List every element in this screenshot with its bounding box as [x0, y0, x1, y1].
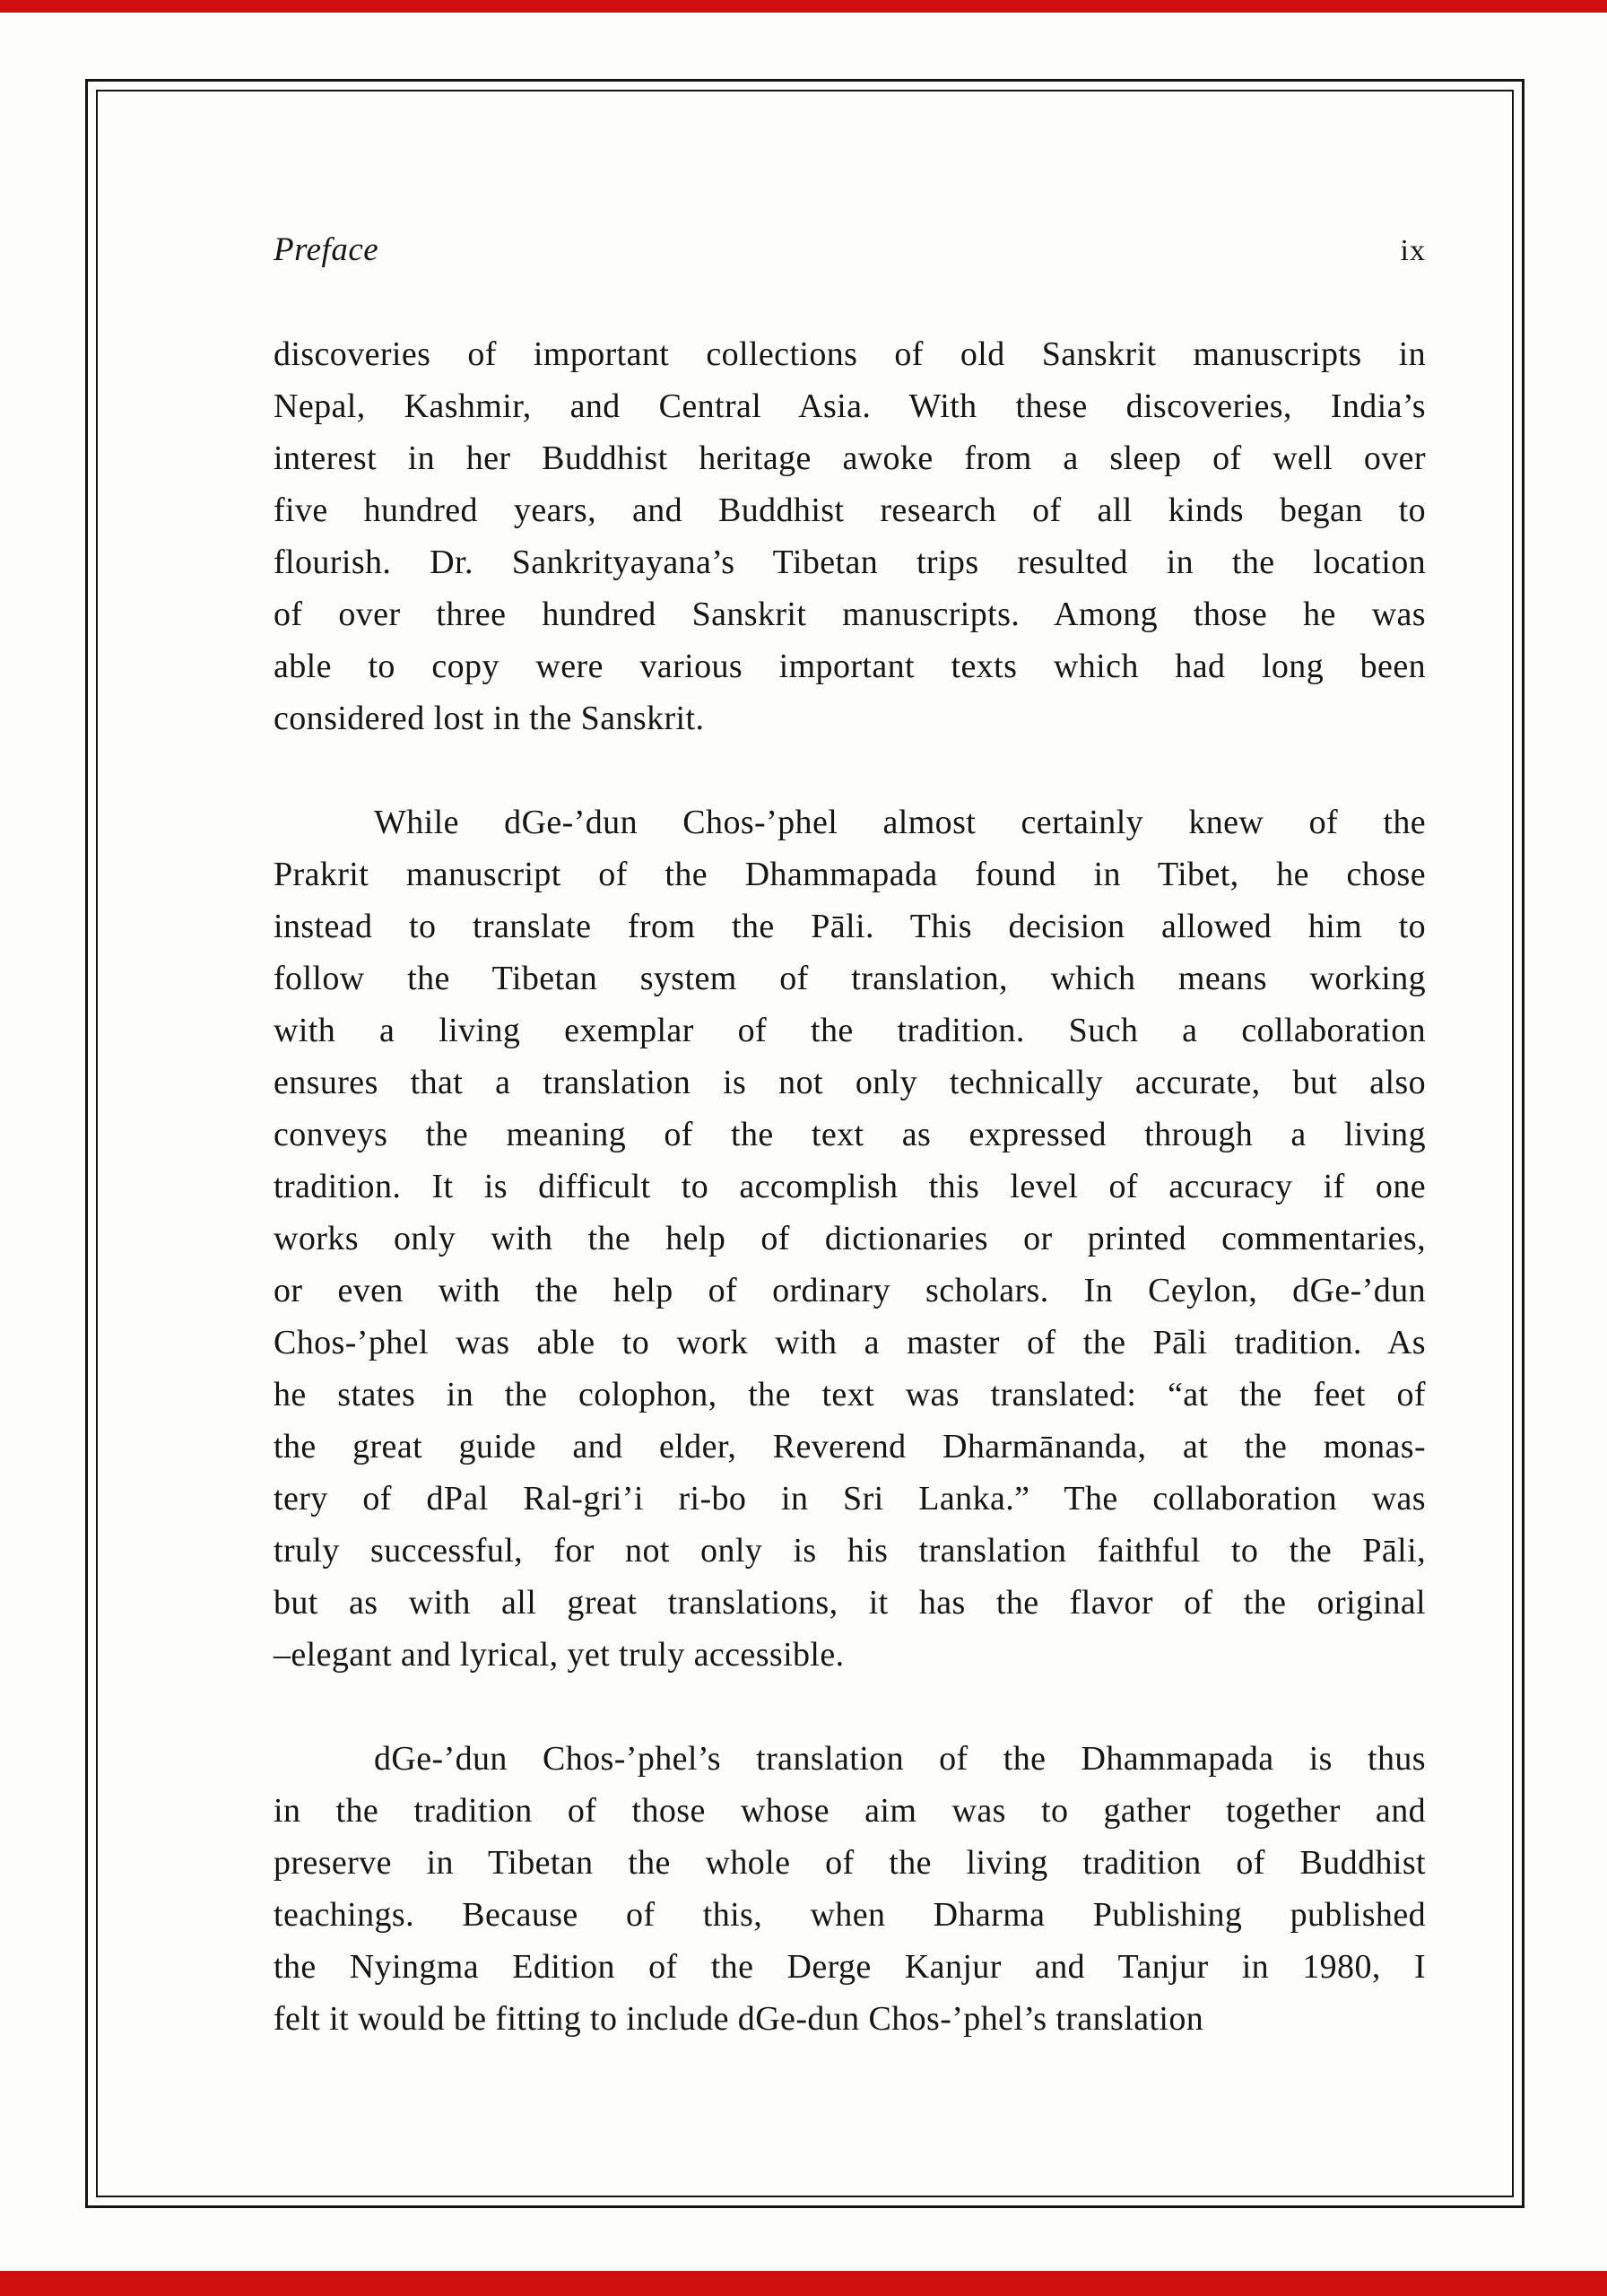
- text-line: in the tradition of those whose aim was to gather together and: [274, 1792, 1426, 1830]
- text-line: preserve in Tibetan the whole of the living tradition of Buddhist: [274, 1844, 1426, 1882]
- text-line: truly successful, for not only is his translation faithful to the Pāli,: [274, 1532, 1426, 1570]
- text-line: interest in her Buddhist heritage awoke from a sleep of well over: [274, 439, 1426, 477]
- text-line: the great guide and elder, Reverend Dharmānanda, at the monas-: [274, 1428, 1426, 1465]
- text-line: considered lost in the Sanskrit.: [274, 700, 705, 737]
- text-line: follow the Tibetan system of translation, which means working: [274, 960, 1426, 997]
- text-line: but as with all great translations, it has the flavor of the original: [274, 1584, 1426, 1622]
- page-frame: [85, 79, 1524, 2208]
- text-line: works only with the help of dictionaries or printed commentaries,: [274, 1220, 1426, 1257]
- text-line: discoveries of important collections of old Sanskrit manuscripts in: [274, 335, 1426, 373]
- book-edge-top: [0, 0, 1607, 13]
- text-line: felt it would be fitting to include dGe-dun Chos-’phel’s translation: [274, 2000, 1204, 2038]
- text-line: five hundred years, and Buddhist research of all kinds began to: [274, 491, 1426, 529]
- page-header: [274, 230, 1426, 269]
- body-text: [274, 328, 1426, 2045]
- text-line: ensures that a translation is not only technically accurate, but also: [274, 1064, 1426, 1101]
- text-line: tradition. It is difficult to accomplish this level of accuracy if one: [274, 1168, 1426, 1205]
- text-line: of over three hundred Sanskrit manuscripts. Among those he was: [274, 596, 1426, 633]
- text-line: While dGe-’dun Chos-’phel almost certainly knew of the: [374, 804, 1426, 841]
- text-line: flourish. Dr. Sankrityayana’s Tibetan trips resulted in the location: [274, 544, 1426, 581]
- text-line: the Nyingma Edition of the Derge Kanjur and Tanjur in 1980, I: [274, 1948, 1426, 1986]
- text-line: Prakrit manuscript of the Dhammapada found in Tibet, he chose: [274, 856, 1426, 893]
- running-head-title: Preface: [274, 231, 379, 268]
- text-line: –elegant and lyrical, yet truly accessible.: [274, 1636, 845, 1674]
- page-frame-inner: [96, 90, 1514, 2197]
- text-line: Chos-’phel was able to work with a master of the Pāli tradition. As: [274, 1324, 1426, 1361]
- text-line: able to copy were various important texts which had long been: [274, 648, 1426, 685]
- text-line: or even with the help of ordinary scholars. In Ceylon, dGe-’dun: [274, 1272, 1426, 1309]
- text-line: with a living exemplar of the tradition. Such a collaboration: [274, 1012, 1426, 1049]
- text-line: dGe-’dun Chos-’phel’s translation of the Dhammapada is thus: [374, 1740, 1426, 1778]
- paragraph: [274, 796, 1426, 1681]
- text-line: he states in the colophon, the text was translated: “at the feet of: [274, 1376, 1426, 1413]
- text-line: conveys the meaning of the text as expressed through a living: [274, 1116, 1426, 1153]
- paragraph: [274, 1733, 1426, 2045]
- text-line: instead to translate from the Pāli. This decision allowed him to: [274, 908, 1426, 945]
- page-number: ix: [1400, 234, 1426, 267]
- text-line: teachings. Because of this, when Dharma Publishing published: [274, 1896, 1426, 1934]
- book-edge-bottom: [0, 2271, 1607, 2296]
- text-line: tery of dPal Ral-gri’i ri-bo in Sri Lanka.” The collaboration was: [274, 1480, 1426, 1518]
- paragraph: [274, 328, 1426, 744]
- text-line: Nepal, Kashmir, and Central Asia. With these discoveries, India’s: [274, 387, 1426, 425]
